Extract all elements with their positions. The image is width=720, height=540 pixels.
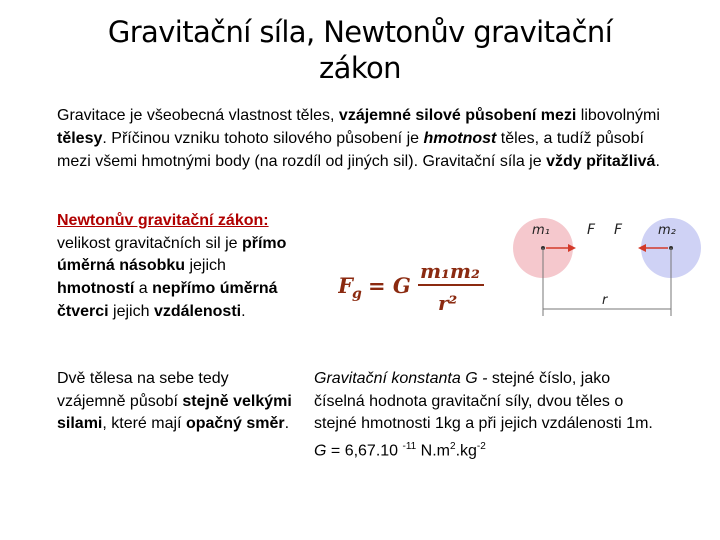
force-label-left: F [587,222,596,238]
formula-lhs: F [338,273,353,298]
gravitational-constant-paragraph [314,368,664,463]
formula-denominator: r² [438,291,458,315]
intro-text: libovolnými [576,107,660,124]
equal-bold: opačný směr [185,415,285,433]
constant-unit: N.m [416,442,451,460]
constant-symbol: G [314,442,327,460]
formula-lhs-subscript: g [352,286,362,302]
distance-label: r [602,293,608,308]
law-bold: hmotností [57,280,135,298]
equal-bold: stejně velkými silami [57,392,292,433]
title-line-1: Gravitační síla, Newtonův gravitační [107,15,613,49]
formula-equals-g: = G [368,273,411,298]
law-bold: nepřímo úměrná čtverci [57,280,278,320]
intro-text: těles, a tudíž působí mezi všemi hmotnými body (na rozdíl od jiných sil). Gravitační síla je [57,130,644,170]
equal-text: Dvě tělesa na sebe tedy vzájemně působí [57,370,229,410]
constant-exponent: -11 [402,441,417,453]
newton-law-paragraph [57,210,302,324]
mass-1-label: m₁ [532,223,550,238]
slide-title [0,14,720,86]
intro-bold: vždy přitažlivá [546,153,656,170]
two-masses-diagram [508,208,704,320]
constant-unit-exponent: -2 [476,441,486,453]
intro-bold-italic: hmotnost [423,130,497,147]
gravitation-formula [338,252,498,322]
constant-unit-exponent: 2 [450,441,456,453]
title-line-2: zákon [319,51,401,85]
law-text: jejich [185,257,226,275]
force-label-right: F [614,222,623,238]
intro-bold: vzájemné silové působení mezi [338,107,577,124]
constant-unit: .kg [455,442,477,460]
law-text: jejich [108,302,154,320]
intro-paragraph [57,104,669,173]
constant-heading: Gravitační konstanta G - [314,370,488,387]
law-bold: přímo úměrná násobku [57,234,287,275]
law-text: . [241,302,246,320]
law-text: a [134,280,153,298]
intro-bold: tělesy [57,130,103,147]
equal-text: . [284,415,290,433]
constant-value: = 6,67.10 [326,442,403,460]
equal-forces-paragraph [57,368,292,436]
law-bold: vzdálenosti [153,302,242,320]
equal-text: , které mají [102,415,186,433]
intro-text: . [655,153,660,170]
intro-text: . Příčinou vzniku tohoto silového působení je [102,130,424,147]
intro-text: Gravitace je všeobecná vlastnost těles, [57,107,339,124]
law-text: velikost gravitačních sil je [57,234,242,252]
law-heading: Newtonův gravitační zákon: [57,212,269,229]
constant-text: stejné číslo, jako číselná hodnota gravitační síly, dvou těles o stejné hmotnosti 1kg a při jejich vzdálenosti 1m. [314,370,653,433]
mass-2-label: m₂ [658,223,676,238]
formula-numerator: m₁m₂ [420,259,480,283]
